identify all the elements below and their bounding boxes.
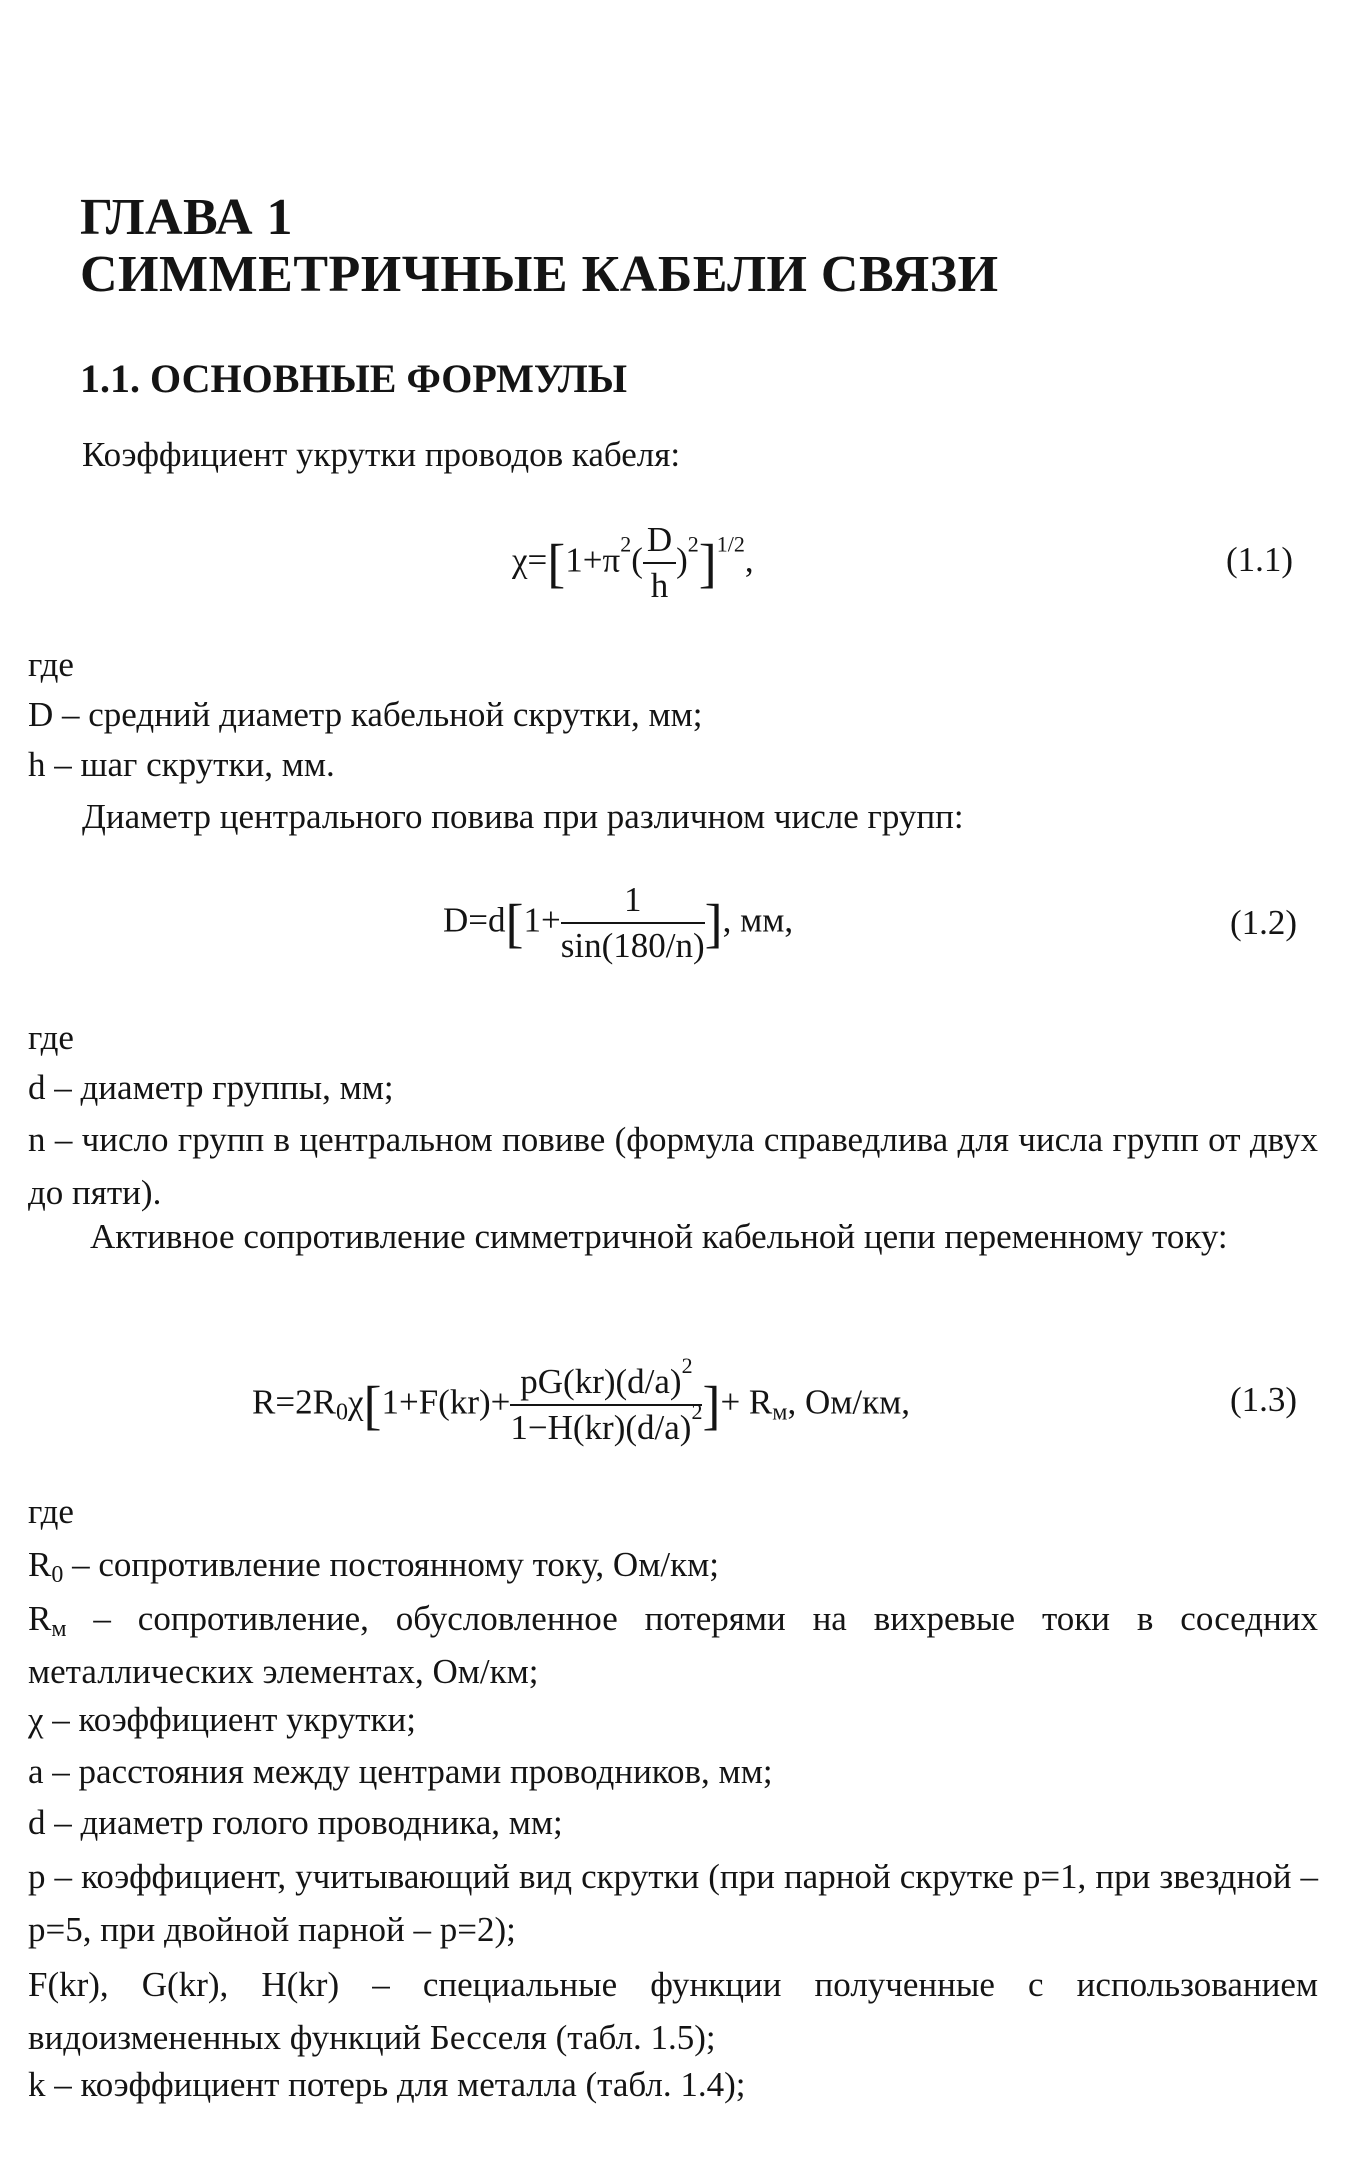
where-label-2: где <box>28 1018 74 1057</box>
chapter-title: СИММЕТРИЧНЫЕ КАБЕЛИ СВЯЗИ <box>80 246 999 303</box>
definition-h: h – шаг скрутки, мм. <box>28 745 335 784</box>
intro-paragraph-3: Активное сопротивление симметричной кабельной цепи переменному току: <box>90 1217 1228 1256</box>
equation-1-3: $R=2R_0\chi[1+F(kr)+$ $\frac{pG(kr)(d/a)^2}{1-H(kr)(d/a)^2}$ ]+ $R_м$, Ом/км, <box>252 1353 911 1448</box>
definition-d: d – диаметр группы, мм; <box>28 1068 394 1107</box>
intro-paragraph-2: Диаметр центрального повива при различном числе групп: <box>82 797 964 836</box>
definition-functions: F(kr), G(kr), H(kr) – специальные функции полученные с использованием видоизмененных функций Бесселя (табл. 1.5); <box>28 1965 1318 2057</box>
equation-number-1-2: (1.2) <box>1230 903 1298 942</box>
fraction-pG-over-H: $\frac{pG(kr)(d/a)^2}{1-H(kr)(d/a)^2}$ <box>510 1353 703 1448</box>
chapter-heading: ГЛАВА 1 <box>80 189 293 246</box>
definition-k: k – коэффициент потерь для металла (табл. 1.4); <box>28 2065 746 2104</box>
equation-1-1: $\chi=[1+\pi^2$( $\frac{D}{h}$ )$^2$]$^{1/2}$, <box>512 520 754 606</box>
definition-n: n – число групп в центральном повиве (формула справедлива для числа групп от двух до пяти). <box>28 1120 1318 1212</box>
definition-D: D – средний диаметр кабельной скрутки, мм; <box>28 695 703 734</box>
equation-1-2: D=d[1+ $\frac{1}{\sin(180/n)}$ ], мм, <box>443 880 794 966</box>
fraction-1-over-sin: $\frac{1}{\sin(180/n)}$ <box>560 880 705 966</box>
equation-number-1-3: (1.3) <box>1230 1380 1298 1419</box>
definition-chi: χ – коэффициент укрутки; <box>28 1700 416 1739</box>
definition-d-bare: d – диаметр голого проводника, мм; <box>28 1803 563 1842</box>
definition-a: а – расстояния между центрами проводников, мм; <box>28 1752 773 1791</box>
where-label-1: где <box>28 645 74 684</box>
definition-Rm: $R_м$ – сопротивление, обусловленное потерями на вихревые токи в соседних металлических элементах, Ом/км; <box>28 1599 1318 1691</box>
fraction-d-over-h: $\frac{D}{h}$ <box>643 520 676 607</box>
definition-p: р – коэффициент, учитывающий вид скрутки (при парной скрутке р=1, при звездной – р=5, при двойной парной – р=2); <box>28 1857 1318 1949</box>
equation-number-1-1: (1.1) <box>1226 540 1294 579</box>
where-label-3: где <box>28 1492 74 1531</box>
definition-R0: $R_0$ – сопротивление постоянному току, Ом/км; <box>28 1545 719 1588</box>
section-heading: 1.1. ОСНОВНЫЕ ФОРМУЛЫ <box>80 356 628 401</box>
intro-paragraph-1: Коэффициент укрутки проводов кабеля: <box>82 435 681 474</box>
